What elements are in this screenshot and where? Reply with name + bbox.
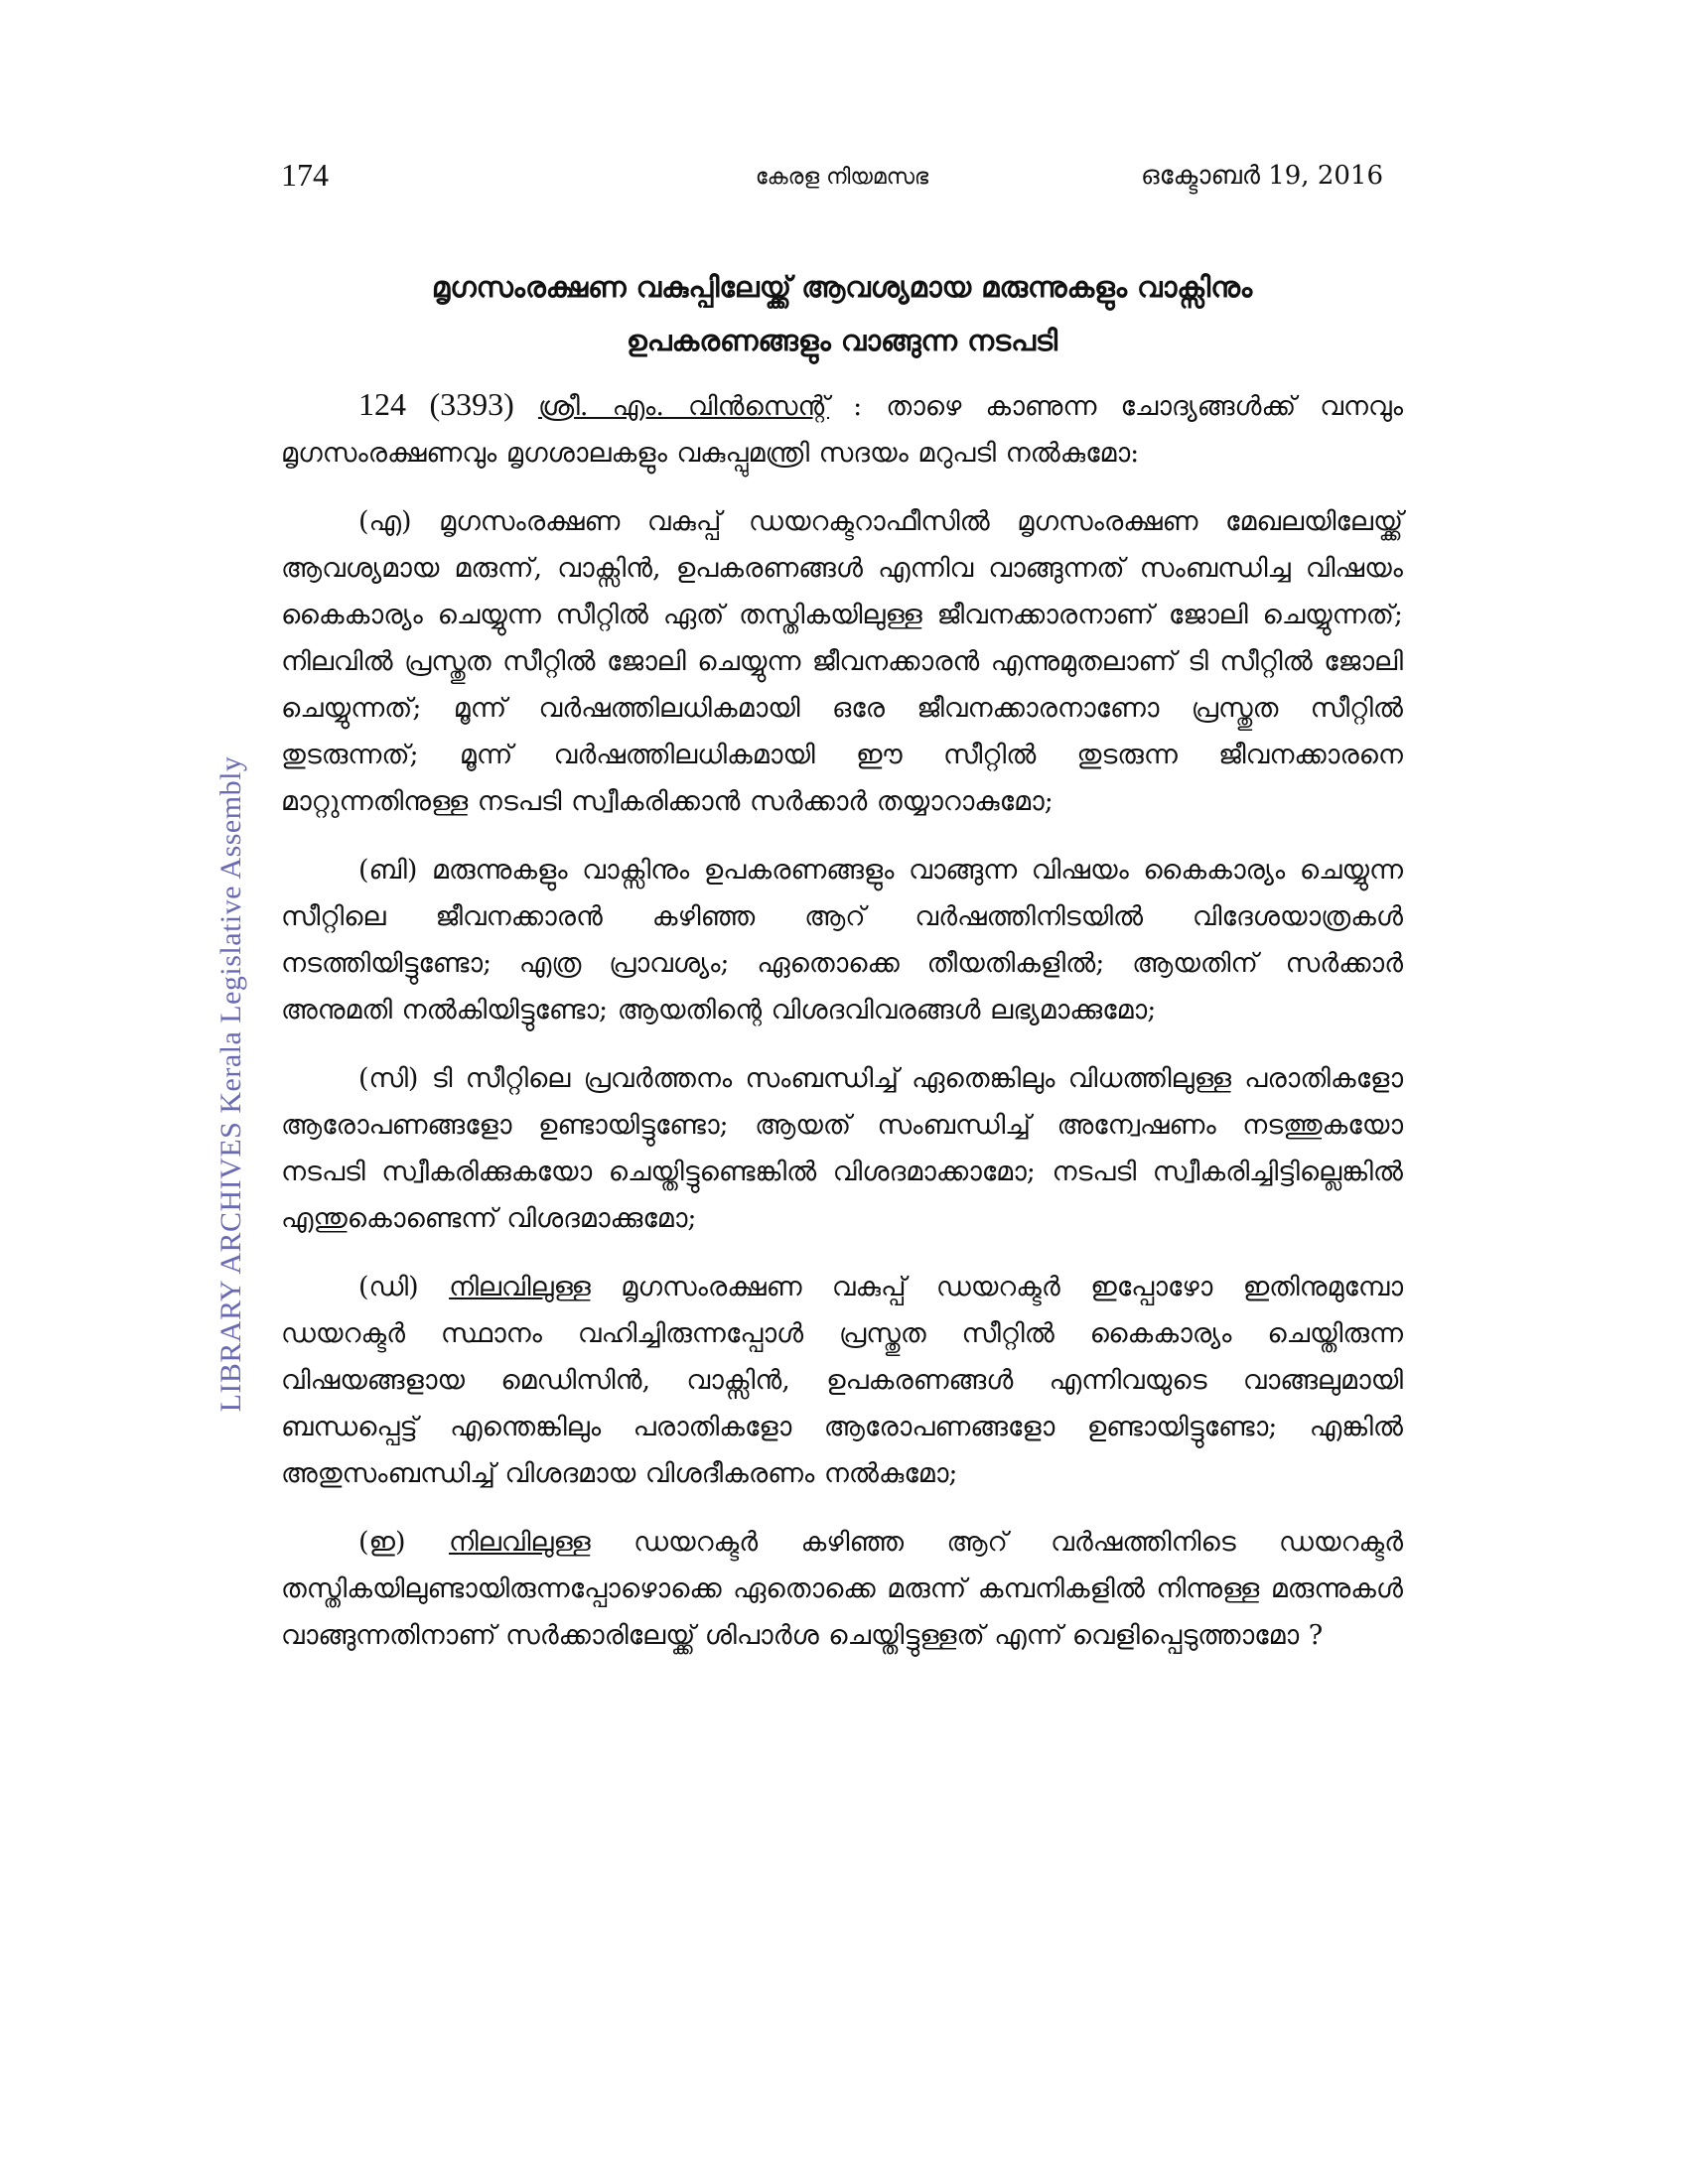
- header-assembly-name: കേരള നിയമസഭ: [755, 165, 929, 190]
- question-intro-text: : താഴെ കാണുന്ന ചോദ്യങ്ങൾക്ക് വനവും മൃഗസംരക്ഷണവും മൃഗശാലകളും വകുപ്പുമന്ത്രി സദയം മറുപടി നൽകുമോ:: [281, 391, 1404, 469]
- part-d-text: മൃഗസംരക്ഷണ വകുപ്പ് ഡയറക്ടർ ഇപ്പോഴോ ഇതിനുമുമ്പോ ഡയറക്ടർ സ്ഥാനം വഹിച്ചിരുന്നപ്പോൾ പ്രസ്തുത സീറ്റിൽ കൈകാര്യം ചെയ്തിരുന്ന വിഷയങ്ങളായ മെഡിസിൻ, വാക്സിൻ, ഉപകരണങ്ങൾ എന്നിവയുടെ വാങ്ങലുമായി ബന്ധപ്പെട്ട് എന്തെങ്കിലും പരാതികളോ ആരോപണങ്ങളോ ഉണ്ടായിട്ടുണ്ടോ; എങ്കിൽ അതുസംബന്ധിച്ച് വിശദമായ വിശദീകരണം നൽകുമോ;: [281, 1272, 1403, 1489]
- question-part-a: (എ) മൃഗസംരക്ഷണ വകുപ്പ് ഡയറക്ടറാഫീസിൽ മൃഗസംരക്ഷണ മേഖലയിലേയ്ക്ക് ആവശ്യമായ മരുന്ന്, വാക്സിൻ, ഉപകരണങ്ങൾ എന്നിവ വാങ്ങുന്നത് സംബന്ധിച്ച വിഷയം കൈകാര്യം ചെയ്യുന്ന സീറ്റിൽ ഏത് തസ്തികയിലുള്ള ജീവനക്കാരനാണ് ജോലി ചെയ്യുന്നത്; നിലവിൽ പ്രസ്തുത സീറ്റിൽ ജോലി ചെയ്യുന്ന ജീവനക്കാരൻ എന്നുമുതലാണ് ടി സീറ്റിൽ ജോലി ചെയ്യുന്നത്; മൂന്ന് വർഷത്തിലധികമായി ഒരേ ജീവനക്കാരനാണോ പ്രസ്തുത സീറ്റിൽ തുടരുന്നത്; മൂന്ന് വർഷത്തിലധികമായി ഈ സീറ്റിൽ തുടരുന്ന ജീവനക്കാരനെ മാറ്റുന്നതിനുള്ള നടപടി സ്വീകരിക്കാൻ സർക്കാർ തയ്യാറാകുമോ;: [281, 506, 1403, 817]
- question-part-d: [281, 1264, 1403, 1497]
- question-title-line-2: ഉപകരണങ്ങളും വാങ്ങുന്ന നടപടി: [626, 324, 1058, 357]
- question-part-c: (സി) ടി സീറ്റിലെ പ്രവർത്തനം സംബന്ധിച്ച് ഏതെങ്കിലും വിധത്തിലുള്ള പരാതികളോ ആരോപണങ്ങളോ ഉണ്ടായിട്ടുണ്ടോ; ആയത് സംബന്ധിച്ച് അന്വേഷണം നടത്തുകയോ നടപടി സ്വീകരിക്കുകയോ ചെയ്തിട്ടുണ്ടെങ്കിൽ വിശദമാക്കാമോ; നടപടി സ്വീകരിച്ചിട്ടില്ലെങ്കിൽ എന്തുകൊണ്ടെന്ന് വിശദമാക്കുമോ;: [281, 1063, 1403, 1234]
- part-d-label: (ഡി): [358, 1272, 450, 1302]
- document-body: [281, 260, 1403, 1681]
- page-header: [281, 157, 1403, 206]
- page-number: 174: [281, 157, 329, 193]
- part-e-text: ഡയറക്ടർ കഴിഞ്ഞ ആറ് വർഷത്തിനിടെ ഡയറക്ടർ തസ്തികയിലുണ്ടായിരുന്നപ്പോഴൊക്കെ ഏതൊക്കെ മരുന്ന് കമ്പനികളിൽ നിന്നുള്ള മരുന്നുകൾ വാങ്ങുന്നതിനാണ് സർക്കാരിലേയ്ക്ക് ശിപാർശ ചെയ്തിട്ടുള്ളത് എന്ന് വെളിപ്പെടുത്താമോ ?: [281, 1527, 1404, 1651]
- header-date: ഒക്ടോബർ 19, 2016: [1141, 161, 1383, 191]
- question-number: 124 (3393): [358, 386, 514, 422]
- archive-watermark: LIBRARY ARCHIVES Kerala Legislative Assembly: [214, 755, 247, 1413]
- member-name: ശ്രീ. എം. വിൻസെന്റ്: [537, 391, 830, 422]
- part-e-underlined: നിലവിലുള്ള: [448, 1527, 591, 1558]
- part-e-label: (ഇ): [358, 1527, 449, 1558]
- question-title: [281, 260, 1403, 367]
- question-part-b: (ബി) മരുന്നുകളും വാക്സിനും ഉപകരണങ്ങളും വാങ്ങുന്ന വിഷയം കൈകാര്യം ചെയ്യുന്ന സീറ്റിലെ ജീവനക്കാരൻ കഴിഞ്ഞ ആറ് വർഷത്തിനിടയിൽ വിദേശയാത്രകൾ നടത്തിയിട്ടുണ്ടോ; എത്ര പ്രാവശ്യം; ഏതൊക്കെ തീയതികളിൽ; ആയതിന് സർക്കാർ അനുമതി നൽകിയിട്ടുണ്ടോ; ആയതിന്റെ വിശദവിവരങ്ങൾ ലഭ്യമാക്കുമോ;: [281, 855, 1403, 1025]
- part-d-underlined: നിലവിലുള്ള: [449, 1272, 591, 1302]
- question-intro: [281, 381, 1403, 477]
- question-title-line-1: മൃഗസംരക്ഷണ വകുപ്പിലേയ്ക്ക് ആവശ്യമായ മരുന്നുകളും വാക്സിനും: [431, 270, 1253, 304]
- question-part-e: [281, 1519, 1403, 1659]
